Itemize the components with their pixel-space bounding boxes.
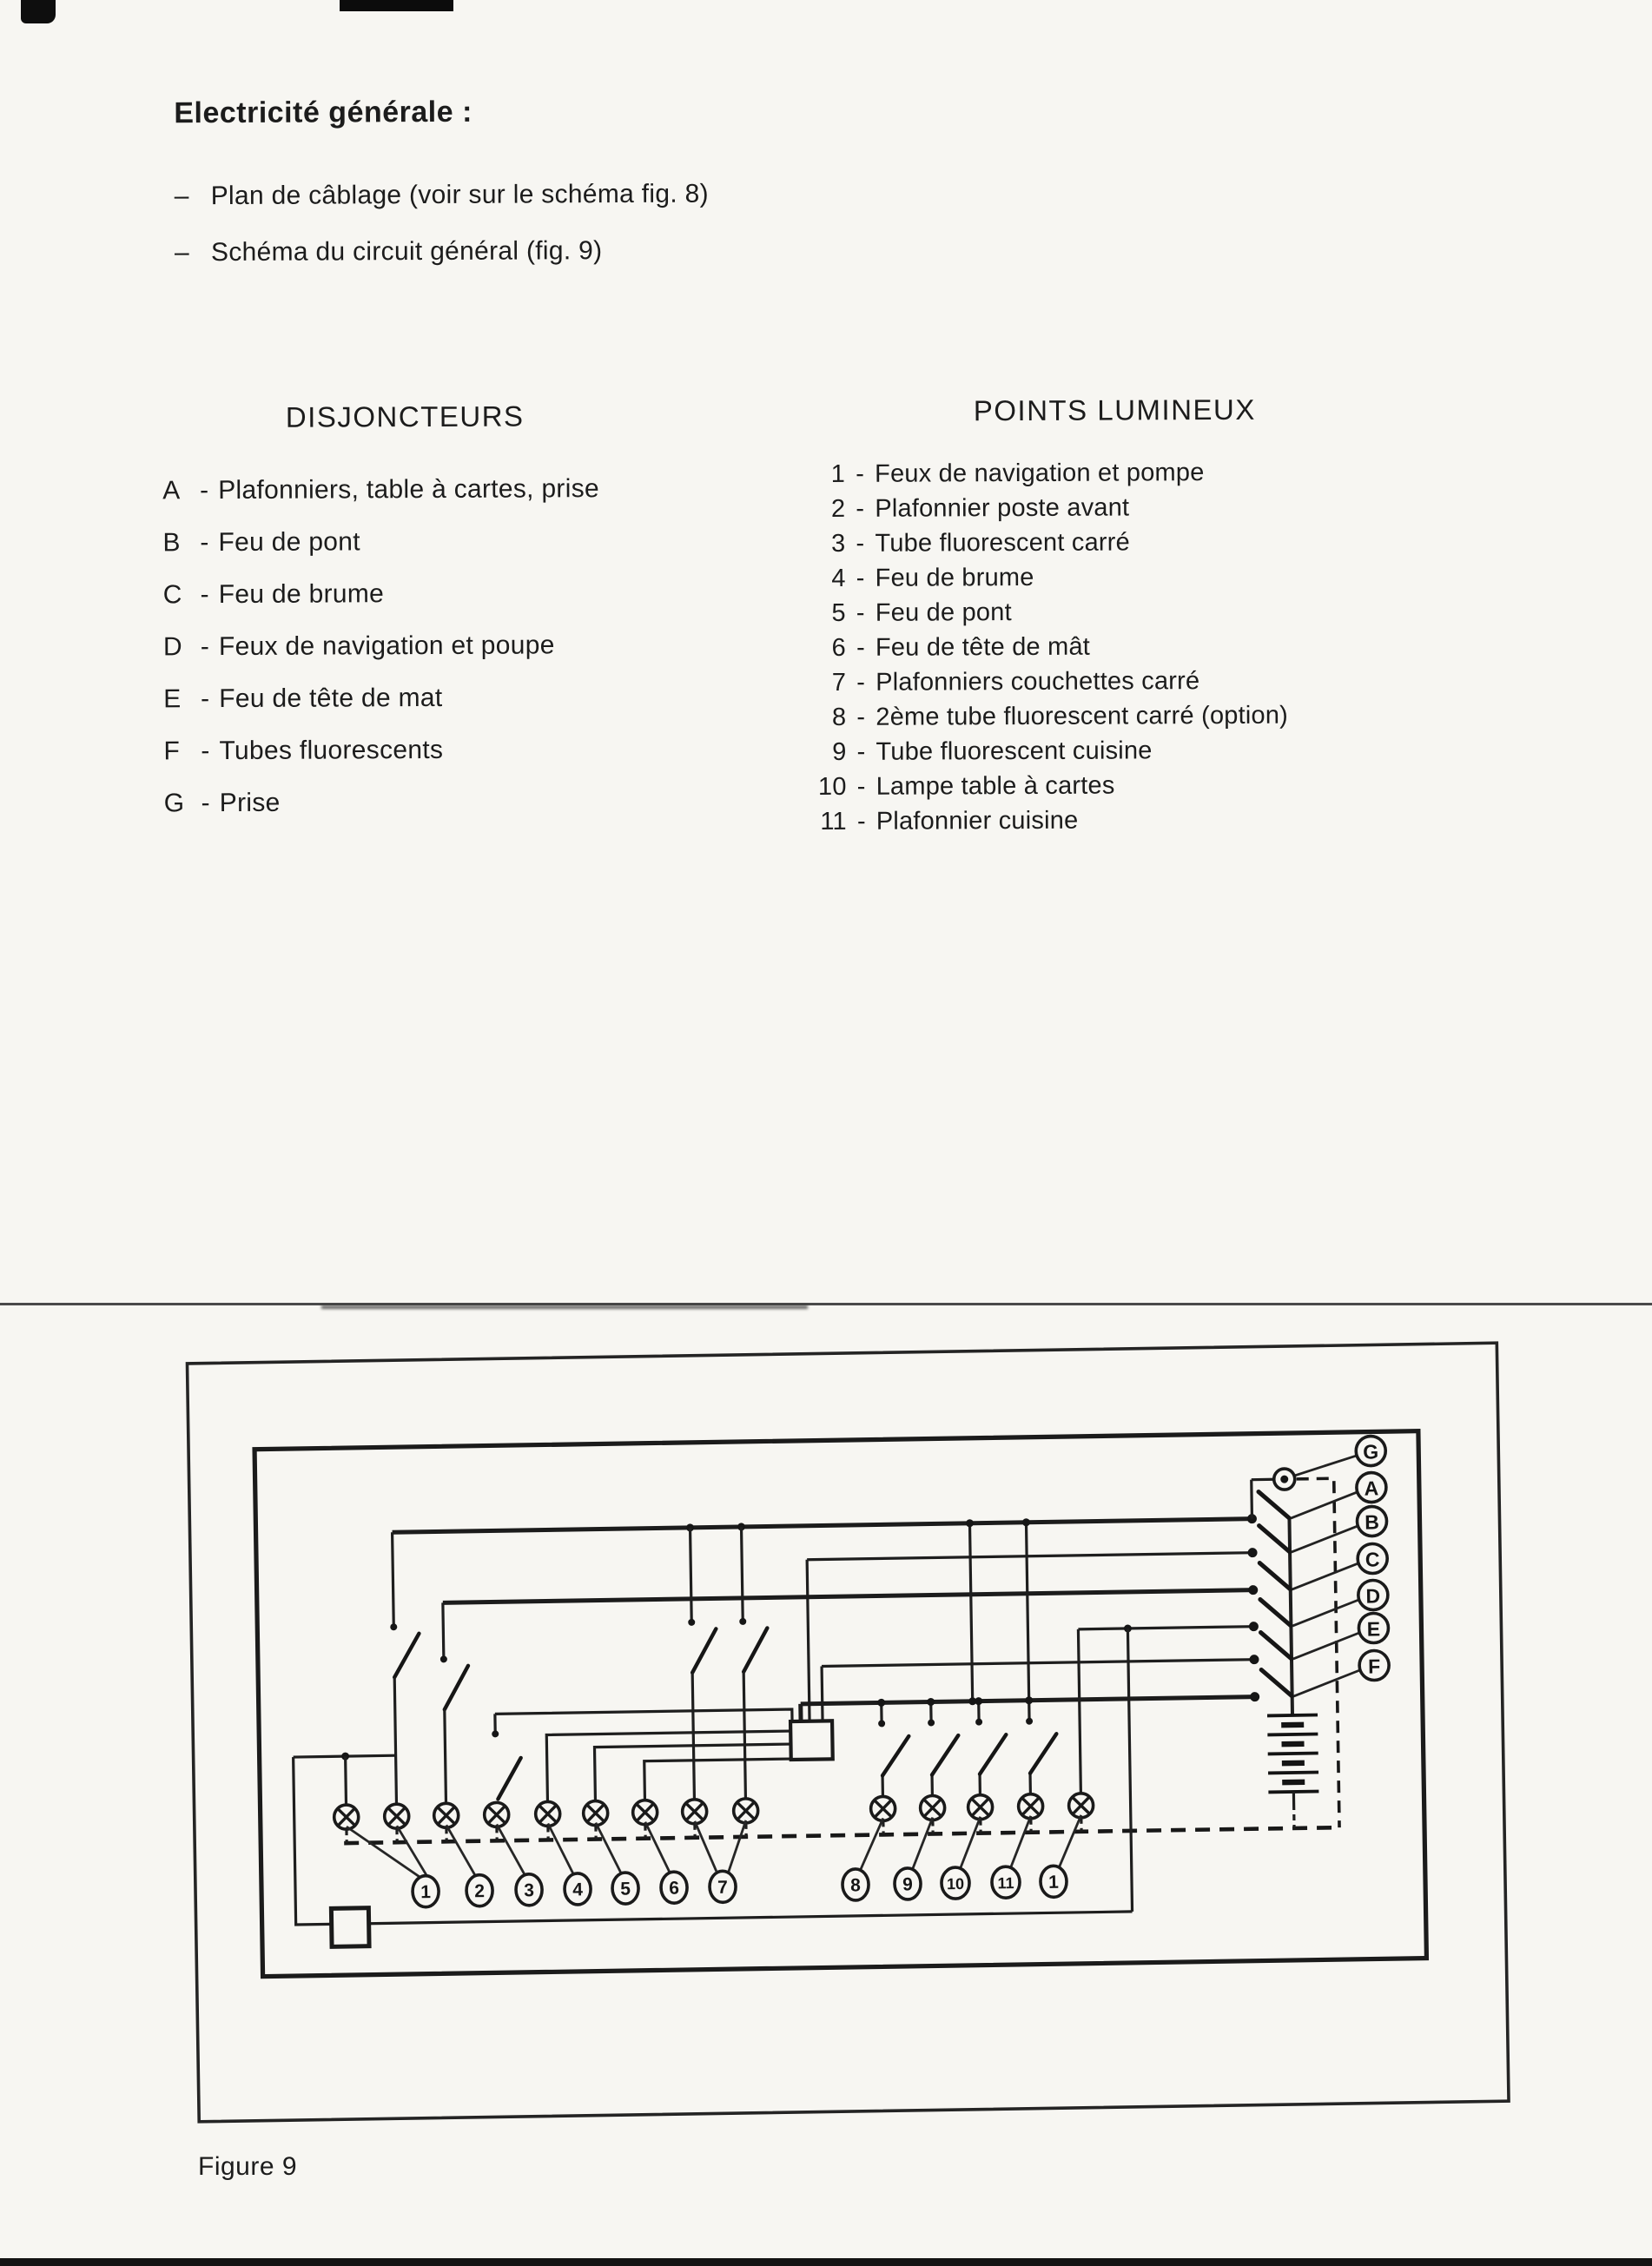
item-label: Prise: [219, 788, 281, 818]
item-label: Plafonnier poste avant: [875, 493, 1130, 523]
figure-9: [176, 1304, 1522, 2132]
lamp-icon: [433, 1803, 458, 1827]
lamp-icon: [1068, 1794, 1093, 1818]
bullet-dash: –: [174, 182, 189, 211]
item-label: Feu de pont: [218, 527, 360, 558]
list-item: [163, 735, 600, 789]
list-item: [807, 528, 1287, 565]
item-sep: -: [856, 598, 865, 627]
item-key: C: [162, 580, 182, 610]
list-item: [163, 631, 600, 684]
scan-separator-smudge: [321, 1305, 808, 1309]
lamp-icon: [632, 1800, 657, 1824]
lamp-icon: [334, 1805, 359, 1829]
item-key: 11: [820, 807, 847, 836]
item-label: Plafonnier cuisine: [876, 806, 1079, 836]
lamp-number: 6: [669, 1878, 680, 1899]
item-label: Feux de navigation et pompe: [875, 459, 1205, 488]
bullet-text: Schéma du circuit général (fig. 9): [210, 236, 603, 268]
lamp-number: 3: [524, 1880, 535, 1901]
item-label: Feu de pont: [875, 598, 1012, 627]
lamp-number: 2: [474, 1881, 486, 1902]
disjoncteurs-list: [162, 474, 601, 841]
item-sep: -: [856, 737, 866, 766]
item-key: G: [163, 789, 185, 818]
lamp-number: 10: [946, 1874, 965, 1893]
list-item: [808, 598, 1288, 634]
item-label: Feu de tête de mât: [875, 632, 1091, 662]
breaker-letter: B: [1365, 1510, 1380, 1534]
scan-bottom-edge: [0, 2258, 1652, 2266]
list-item: [808, 737, 1288, 773]
item-key: 9: [832, 737, 847, 766]
item-sep: -: [856, 772, 866, 801]
lamp-number: 8: [850, 1875, 862, 1896]
item-label: Tube fluorescent cuisine: [876, 737, 1153, 766]
item-sep: -: [200, 528, 209, 558]
list-item: [808, 702, 1288, 738]
lamp-icon: [968, 1794, 992, 1819]
item-key: E: [163, 684, 182, 714]
item-sep: -: [199, 476, 209, 505]
breaker-letter: A: [1364, 1477, 1379, 1500]
lamp-number: 1: [1047, 1872, 1060, 1893]
breaker-letter: C: [1365, 1548, 1380, 1571]
item-sep: -: [856, 494, 865, 523]
pump-box: [331, 1908, 369, 1947]
lamp-icon: [870, 1796, 895, 1820]
points-lumineux-list: [807, 459, 1289, 842]
item-label: Plafonniers couchettes carré: [876, 667, 1200, 697]
list-item: [807, 493, 1287, 530]
lamp-icon: [583, 1800, 607, 1825]
bullet-dash: –: [174, 238, 190, 268]
heading-disjoncteurs: DISJONCTEURS: [285, 400, 525, 433]
item-label: Feu de tête de mat: [219, 683, 443, 714]
list-item: [808, 563, 1288, 599]
list-item: [809, 771, 1289, 808]
item-key: 1: [830, 459, 846, 488]
breaker-letter: G: [1363, 1440, 1379, 1463]
item-key: 4: [831, 564, 846, 592]
item-key: 3: [831, 529, 846, 558]
lamp-icon: [733, 1799, 757, 1823]
item-sep: -: [856, 807, 866, 836]
item-sep: -: [856, 703, 866, 731]
lamp-number: 1: [420, 1882, 432, 1903]
item-label: Plafonniers, table à cartes, prise: [218, 474, 600, 505]
item-sep: -: [201, 789, 210, 818]
item-sep: -: [200, 580, 209, 610]
item-sep: -: [856, 529, 865, 558]
figure-outer-frame: [187, 1343, 1509, 2122]
item-sep: -: [856, 668, 866, 697]
lamp-number: 4: [572, 1880, 584, 1900]
lamp-callout-lines: [347, 1815, 1082, 1878]
lamp-number: 9: [902, 1874, 914, 1895]
list-item: [164, 787, 601, 841]
item-sep: -: [856, 564, 865, 592]
breaker-letter: D: [1365, 1584, 1381, 1608]
lamp-number: 11: [997, 1874, 1014, 1893]
heading-points-lumineux: POINTS LUMINEUX: [973, 393, 1256, 427]
item-key: D: [162, 632, 183, 662]
item-sep: -: [201, 737, 210, 766]
list-item: [163, 578, 600, 632]
item-key: B: [162, 528, 181, 558]
item-label: Lampe table à cartes: [876, 771, 1115, 801]
list-item: [809, 806, 1289, 842]
item-key: 5: [831, 598, 846, 627]
item-sep: -: [200, 632, 210, 662]
lamp-icon: [535, 1801, 559, 1826]
circuit-diagram: [176, 1304, 1522, 2132]
lamp-number-badges: [413, 1866, 1067, 1907]
breaker-letter-badges: [1356, 1436, 1389, 1680]
lamp-icon: [920, 1795, 944, 1820]
item-key: 2: [830, 494, 846, 523]
item-key: 8: [831, 703, 847, 731]
item-label: Feux de navigation et poupe: [218, 631, 555, 662]
item-label: 2ème tube fluorescent carré (option): [876, 701, 1289, 731]
breaker-letter: E: [1366, 1617, 1381, 1641]
item-sep: -: [856, 459, 865, 488]
item-label: Feu de brume: [218, 579, 385, 610]
list-item: [162, 474, 599, 528]
lamp-number: 7: [717, 1877, 729, 1898]
lamp-number: 5: [620, 1879, 631, 1899]
lamp-icon: [682, 1800, 706, 1824]
bullet-text: Plan de câblage (voir sur le schéma fig. 8): [210, 179, 709, 211]
breaker-letter: F: [1367, 1655, 1381, 1678]
battery-icon: [1267, 1715, 1319, 1829]
lamp-icon: [384, 1804, 408, 1828]
list-item: [163, 683, 600, 737]
list-item: [162, 526, 599, 580]
item-sep: -: [856, 633, 865, 662]
item-label: Tube fluorescent carré: [875, 528, 1130, 558]
junction-box-wiring: [495, 1709, 794, 1802]
lamp-icon: [484, 1802, 508, 1827]
page-title: Electricité générale :: [174, 95, 472, 130]
bullet-item: [175, 180, 709, 212]
item-label: Tubes fluorescents: [219, 735, 444, 766]
lamp-icon: [1018, 1794, 1042, 1819]
item-label: Feu de brume: [875, 563, 1034, 592]
breaker-panel: [1251, 1456, 1361, 1716]
item-key: F: [163, 737, 181, 766]
figure-caption: Figure 9: [198, 2152, 298, 2181]
item-sep: -: [201, 684, 210, 714]
bullet-item: [175, 236, 603, 268]
junction-box: [790, 1721, 833, 1760]
item-key: 10: [817, 772, 847, 802]
item-key: A: [162, 476, 181, 505]
list-item: [808, 667, 1288, 704]
list-item: [807, 459, 1287, 495]
item-key: 6: [831, 633, 847, 662]
list-item: [808, 632, 1288, 669]
item-key: 7: [831, 668, 847, 697]
